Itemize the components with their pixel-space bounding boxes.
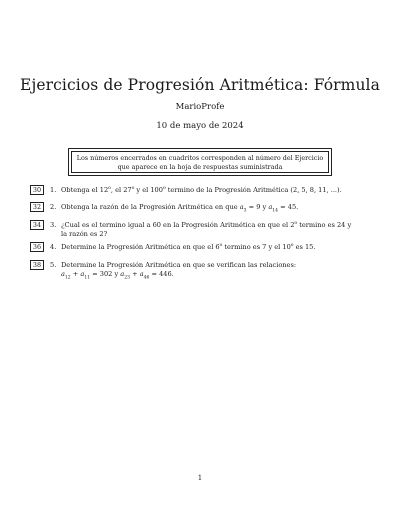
exercise-number-box: 38 (30, 260, 44, 270)
notice-line-1: Los números encerrados en cuadritos corresponden al número del Ejercicio (76, 154, 324, 162)
exercise-number-box: 36 (30, 242, 44, 252)
exercise-text: ¿Cual es el termino igual a 60 en la Progresión Aritmética en que el 2$^o$ termino es 24 y la razón es 2? (61, 220, 352, 238)
exercise-text: Determine la Progresión Aritmética en que el 6$^o$ termino es 7 y el 10$^o$ es 15. (61, 242, 316, 251)
notice-line-2: que aparece en la hoja de respuestas suministrada (117, 163, 283, 171)
exercise-number-box: 34 (30, 220, 44, 230)
notice-box (68, 148, 332, 176)
notice-inner (71, 151, 329, 173)
document-title: Ejercicios de Progresión Aritmética: Fórmula (20, 76, 380, 94)
author: MarioProfe (175, 102, 225, 112)
exercise-index: 5. (50, 261, 57, 269)
exercise-text: Determine la Progresión Aritmética en que se verifican las relaciones: $a_{12} + a_{11} = 302$ y $a_{23} + a_{46} = 446$. (61, 261, 297, 281)
exercise-text: Obtenga el 12$^o$, el 27$^o$ y el 100$^o$ termino de la Progresión Aritmética (2, 5, 8, 11, ...). (61, 185, 342, 194)
exercise-number-box: 30 (30, 185, 44, 195)
exercise-index: 3. (50, 221, 57, 229)
exercise-number-box: 32 (30, 202, 44, 212)
exercise-index: 4. (50, 243, 57, 251)
exercise-index: 2. (50, 203, 57, 211)
page-number: 1 (197, 474, 203, 482)
exercise-text: Obtenga la razón de la Progresión Aritmética en que $a_3 = 9$ y $a_{14} = 45$. (61, 203, 299, 214)
date: 10 de mayo de 2024 (156, 121, 244, 131)
exercise-index: 1. (50, 186, 57, 194)
